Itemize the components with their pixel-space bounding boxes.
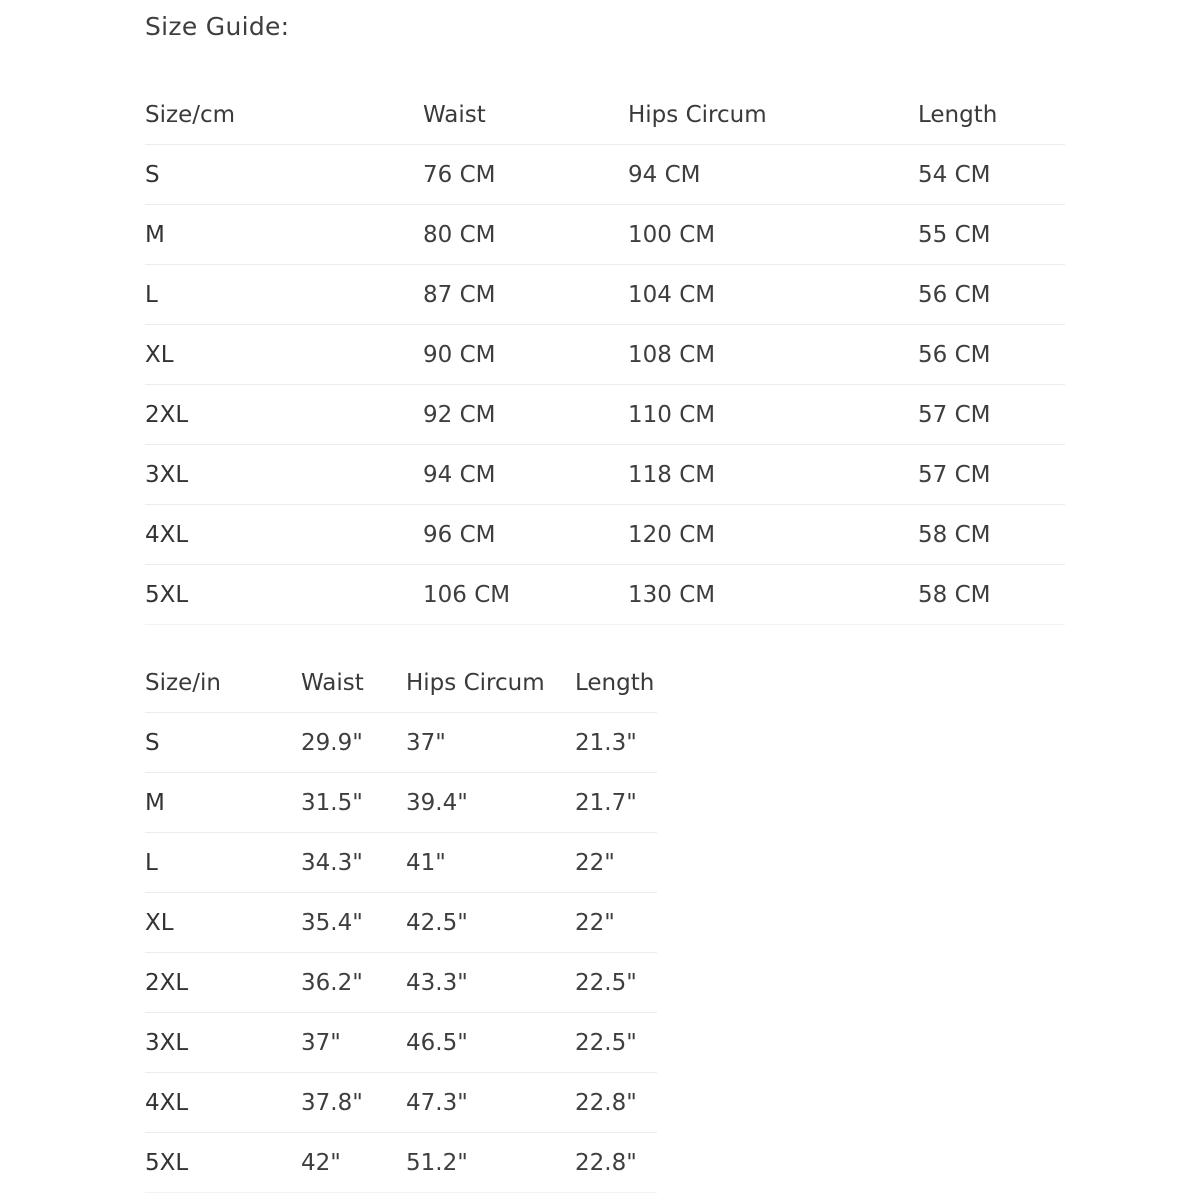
waist-cell: 96 CM [423,505,628,565]
table-row [145,893,657,953]
table-row [145,205,1065,265]
length-cell: 56 CM [918,265,1065,325]
size-cell: M [145,773,301,833]
waist-cell: 35.4" [301,893,406,953]
hips-cell: 39.4" [406,773,575,833]
table-row [145,265,1065,325]
table-row [145,833,657,893]
length-cell: 21.3" [575,713,657,773]
hips-cell: 100 CM [628,205,918,265]
table-row [145,713,657,773]
length-cell: 57 CM [918,385,1065,445]
hips-cell: 94 CM [628,145,918,205]
size-cell: 2XL [145,953,301,1013]
size-table-cm [145,85,1065,625]
length-cell: 22.5" [575,953,657,1013]
hips-cell: 46.5" [406,1013,575,1073]
waist-cell: 34.3" [301,833,406,893]
table-row [145,953,657,1013]
size-table-inches [145,653,657,1193]
length-cell: 57 CM [918,445,1065,505]
table-row [145,385,1065,445]
column-header: Size/in [145,653,301,713]
size-cell: M [145,205,423,265]
waist-cell: 31.5" [301,773,406,833]
length-cell: 21.7" [575,773,657,833]
table-row [145,445,1065,505]
hips-cell: 37" [406,713,575,773]
waist-cell: 87 CM [423,265,628,325]
waist-cell: 90 CM [423,325,628,385]
waist-cell: 42" [301,1133,406,1193]
length-cell: 22.8" [575,1073,657,1133]
length-cell: 56 CM [918,325,1065,385]
hips-cell: 130 CM [628,565,918,625]
size-cell: 2XL [145,385,423,445]
column-header: Hips Circum [406,653,575,713]
waist-cell: 37.8" [301,1073,406,1133]
table-row [145,565,1065,625]
waist-cell: 29.9" [301,713,406,773]
length-cell: 22" [575,893,657,953]
size-cell: S [145,145,423,205]
hips-cell: 51.2" [406,1133,575,1193]
hips-cell: 110 CM [628,385,918,445]
size-cell: L [145,833,301,893]
size-cell: S [145,713,301,773]
length-cell: 58 CM [918,565,1065,625]
waist-cell: 36.2" [301,953,406,1013]
table-row [145,1073,657,1133]
table-row [145,1133,657,1193]
length-cell: 22.8" [575,1133,657,1193]
size-cell: XL [145,893,301,953]
column-header: Hips Circum [628,85,918,145]
hips-cell: 104 CM [628,265,918,325]
length-cell: 54 CM [918,145,1065,205]
table-row [145,325,1065,385]
column-header: Waist [423,85,628,145]
size-cell: 4XL [145,1073,301,1133]
hips-cell: 47.3" [406,1073,575,1133]
size-cell: 5XL [145,565,423,625]
table-header-row [145,653,657,713]
size-cell: 4XL [145,505,423,565]
hips-cell: 108 CM [628,325,918,385]
size-cell: XL [145,325,423,385]
table-row [145,505,1065,565]
waist-cell: 106 CM [423,565,628,625]
table-row [145,773,657,833]
size-cell: 3XL [145,445,423,505]
length-cell: 22.5" [575,1013,657,1073]
waist-cell: 76 CM [423,145,628,205]
length-cell: 58 CM [918,505,1065,565]
size-cell: 3XL [145,1013,301,1073]
size-cell: L [145,265,423,325]
hips-cell: 41" [406,833,575,893]
column-header: Length [575,653,657,713]
waist-cell: 37" [301,1013,406,1073]
column-header: Waist [301,653,406,713]
table-row [145,145,1065,205]
hips-cell: 42.5" [406,893,575,953]
hips-cell: 120 CM [628,505,918,565]
length-cell: 55 CM [918,205,1065,265]
column-header: Length [918,85,1065,145]
page-title: Size Guide: [145,12,290,41]
table-header-row [145,85,1065,145]
length-cell: 22" [575,833,657,893]
table-row [145,1013,657,1073]
size-cell: 5XL [145,1133,301,1193]
hips-cell: 43.3" [406,953,575,1013]
waist-cell: 92 CM [423,385,628,445]
waist-cell: 94 CM [423,445,628,505]
waist-cell: 80 CM [423,205,628,265]
hips-cell: 118 CM [628,445,918,505]
column-header: Size/cm [145,85,423,145]
